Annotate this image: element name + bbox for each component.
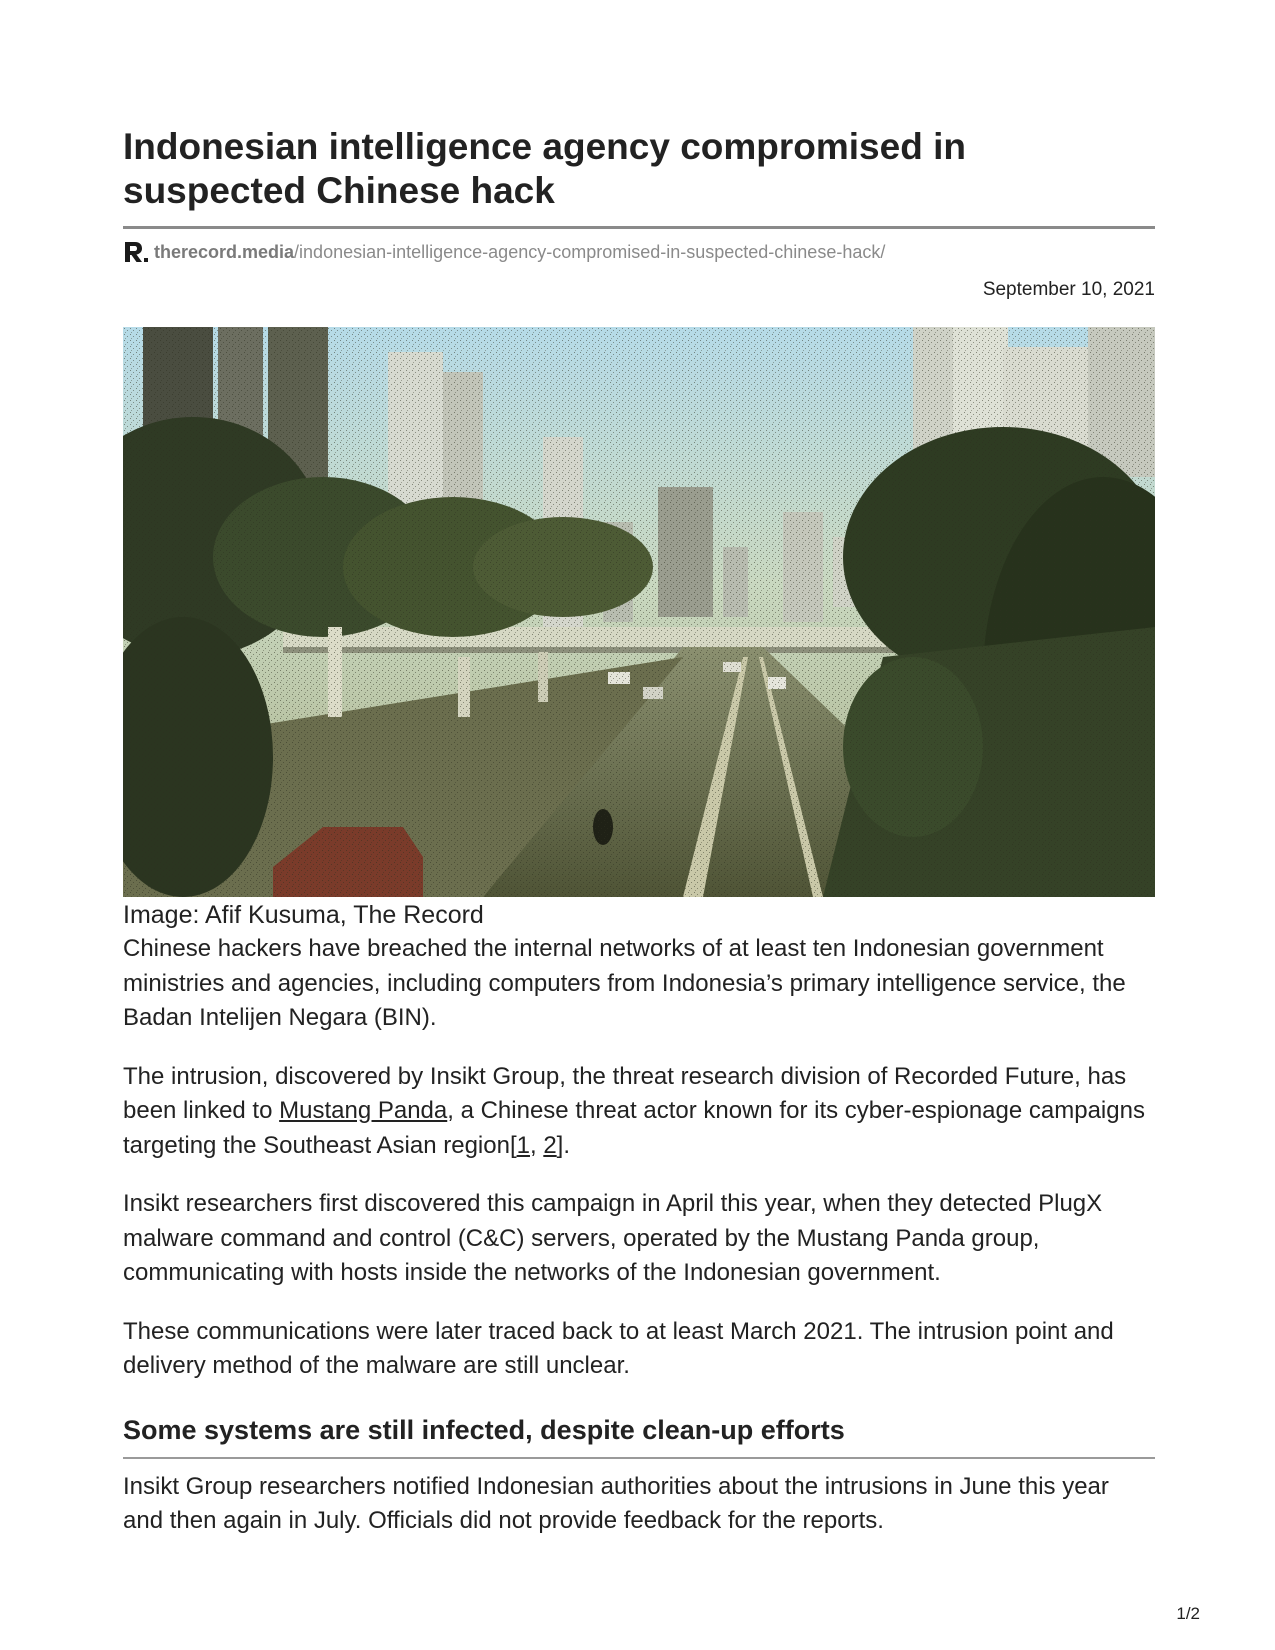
paragraph-2-text-end: ]. xyxy=(556,1131,571,1159)
section-divider xyxy=(123,1457,1155,1459)
reference-link-1[interactable]: 1 xyxy=(516,1131,530,1159)
paragraph-2 xyxy=(123,1060,1155,1164)
reference-separator: , xyxy=(529,1131,544,1159)
record-logo-icon xyxy=(123,240,149,264)
source-link[interactable] xyxy=(123,239,1155,265)
paragraph-4: These communications were later traced back to at least March 2021. The intrusion point and delivery method of the malware are still unclear. xyxy=(123,1317,1114,1379)
article xyxy=(123,125,1155,1563)
source-domain: therecord.media xyxy=(154,241,295,262)
section-paragraph-1: Insikt Group researchers notified Indonesian authorities about the intrusions in June this year and then again in July. Officials did not provide feedback for the reports. xyxy=(123,1472,1109,1534)
paragraph-2-text-start: The intrusion, discovered by Insikt Group, the threat research division of Recorded Future, has been linked to xyxy=(123,1062,1127,1124)
hero-image xyxy=(123,327,1155,897)
reference-link-2[interactable]: 2 xyxy=(543,1131,557,1159)
paragraph-1: Chinese hackers have breached the internal networks of at least ten Indonesian government ministries and agencies, including computers from Indonesia’s primary intelligence service, the Badan Intelijen Negara (BIN). xyxy=(123,935,1126,1031)
image-caption: Image: Afif Kusuma, The Record xyxy=(123,901,484,929)
paragraph-3: Insikt researchers first discovered this campaign in April this year, when they detected PlugX malware command and control (C&C) servers, operated by the Mustang Panda group, communicating with hosts inside the networks of the Indonesian government. xyxy=(123,1190,1103,1286)
mustang-panda-link[interactable]: Mustang Panda xyxy=(279,1097,448,1124)
section-heading: Some systems are still infected, despite clean-up efforts xyxy=(123,1414,845,1445)
page-number: 1/2 xyxy=(1176,1604,1200,1623)
article-title: Indonesian intelligence agency compromised in suspected Chinese hack xyxy=(123,126,966,211)
title-divider xyxy=(123,226,1155,229)
publish-date: September 10, 2021 xyxy=(982,279,1155,300)
source-path: /indonesian-intelligence-agency-compromised-in-suspected-chinese-hack/ xyxy=(294,241,886,262)
paragraph-2-text-mid: , a Chinese threat actor known for its cyber-espionage campaigns targeting the Southeast Asian region[ xyxy=(123,1097,1145,1159)
